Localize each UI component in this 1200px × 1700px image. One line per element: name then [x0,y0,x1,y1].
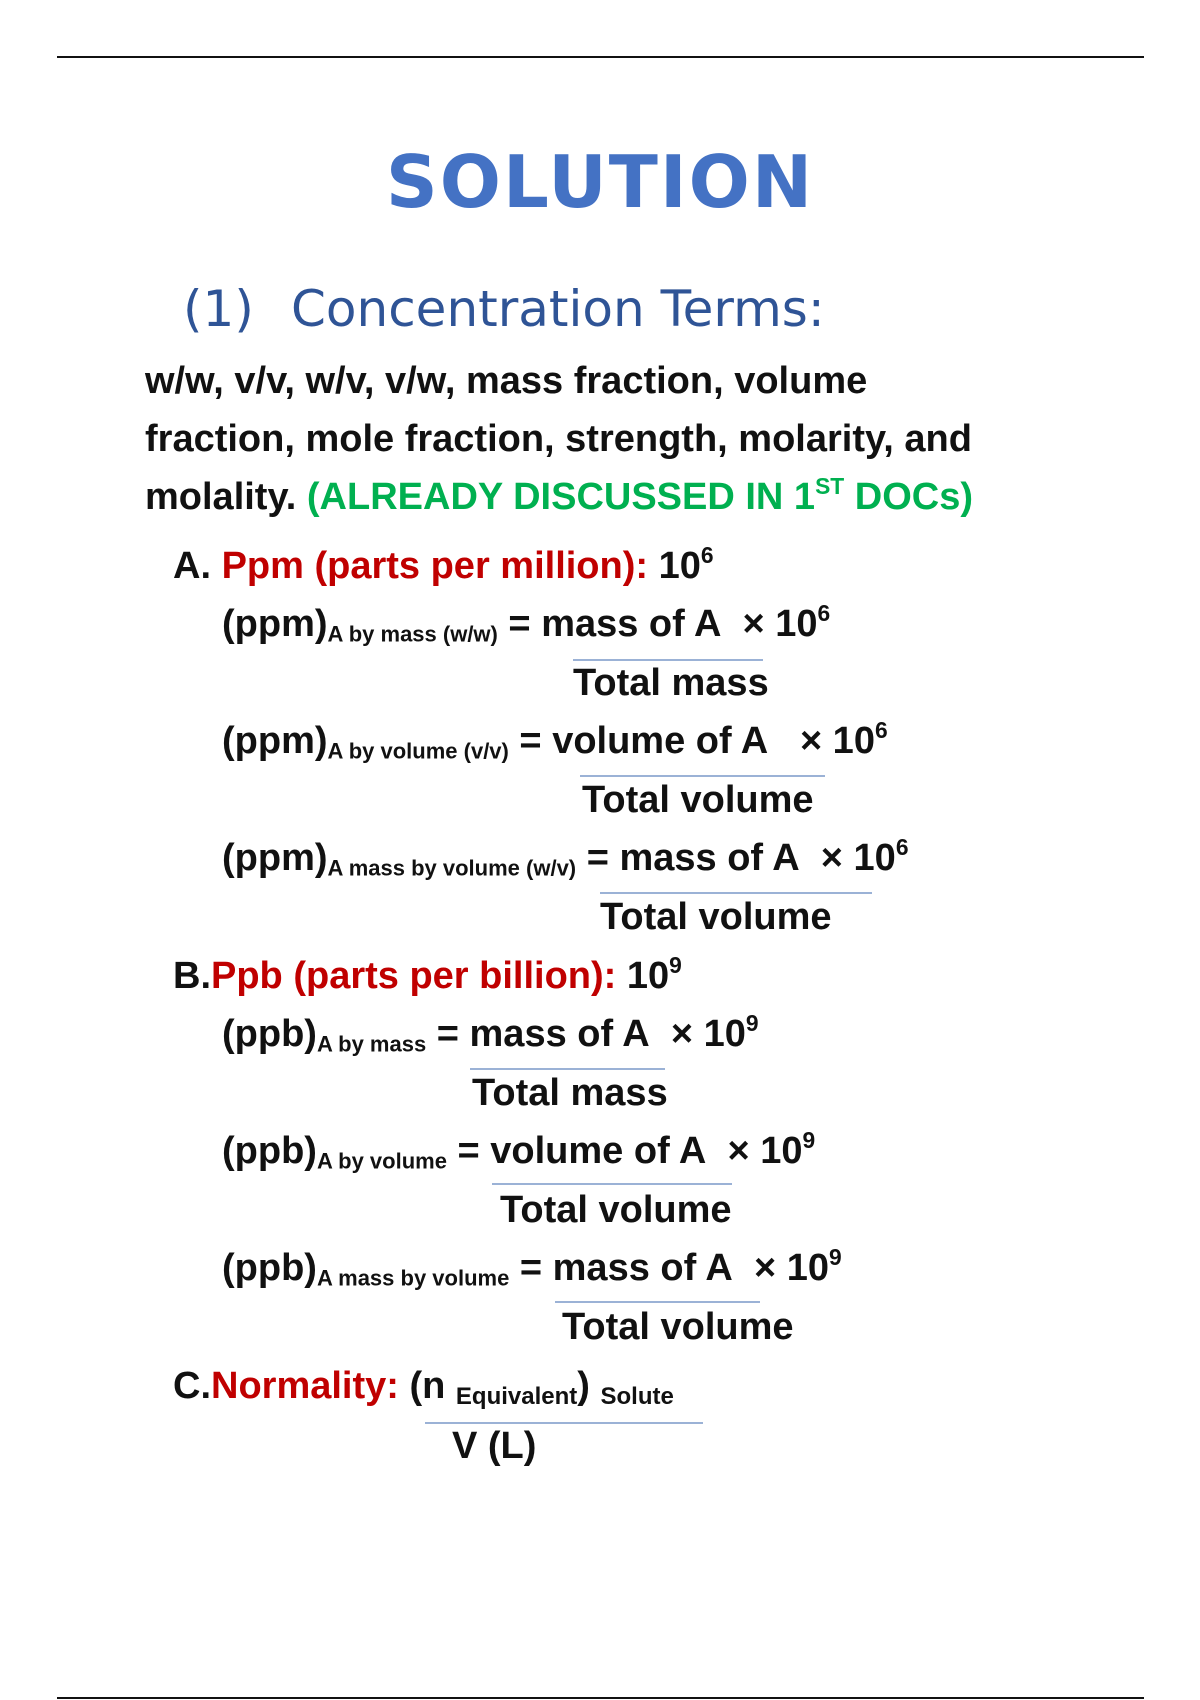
section-a-heading [173,542,714,588]
heading-text: Concentration Terms: [291,280,825,338]
fraction-line [580,775,825,777]
fraction-line [573,659,763,661]
ppm-by-mass-numerator: mass of A [541,603,722,645]
fraction-line [555,1301,760,1303]
page-title: SOLUTION [385,140,815,224]
ppb-by-volume-denominator: Total volume [500,1189,732,1231]
ppm-by-volume-numerator: volume of A [552,720,769,762]
heading-number: (1) [183,280,254,338]
fraction-line [470,1068,665,1070]
section-b-base: 10 [626,955,670,997]
ppb-mass-by-volume-denominator: Total volume [562,1306,794,1348]
ppm-mass-by-volume-equation: $(ppm)_{A mass by volume (w/v)}$ = mass of $A \times 10^6$ [222,834,909,881]
ppb-by-mass-denominator: Total mass [472,1072,668,1114]
ppb-mass-by-volume-equation: $(ppb)_{A mass by volume}$ = mass of $A \times 10^9$ [222,1244,842,1291]
ppb-by-mass-equation: $(ppb)_{A by mass}$ = mass of $A \times 10^9$ [222,1010,759,1057]
intro-line-2: fraction, mole fraction, strength, molarity, and [145,418,972,460]
ppb-by-mass-numerator: mass of A [469,1013,650,1055]
section-b-heading [173,952,682,998]
intro-paragraph [145,352,1045,526]
ppm-by-volume-denominator: Total volume [582,779,814,821]
intro-line-1: w/w, v/v, w/v, v/w, mass fraction, volume [145,360,868,402]
section-b-label: Ppb (parts per billion): [211,955,617,997]
section-a-letter: A. [173,545,211,587]
section-a-base: 10 [658,545,701,587]
section-b-letter: B. [173,955,211,997]
section-c-heading [173,1365,674,1408]
section-b-exp: 9 [669,952,682,979]
intro-line-3: molality. (ALREADY DISCUSSED IN 1ST DOCs) [145,473,974,518]
normality-numerator: (n $_{Equivalent}$) $_{Solute}$ [409,1365,674,1410]
fraction-line [600,892,872,894]
top-rule [57,56,1144,58]
ppm-by-mass-denominator: Total mass [573,662,769,704]
ppm-mass-by-volume-denominator: Total volume [600,896,832,938]
ppm-by-mass-equation: $(ppm)_{A by mass (w/w)}$ = mass of $A \times 10^6$ [222,600,831,647]
section-a-label: Ppm (parts per million): [221,545,649,587]
ppm-mass-by-volume-numerator: mass of A [619,837,800,879]
already-discussed-note: (ALREADY DISCUSSED IN 1ST DOCs) [306,473,974,518]
section-c-letter: C. [173,1365,211,1407]
section-heading [183,280,825,338]
fraction-line [492,1183,732,1185]
ppb-mass-by-volume-numerator: mass of A [552,1247,733,1289]
section-c-label: Normality: [211,1365,399,1407]
ppm-by-volume-equation: $(ppm)_{A by volume (v/v)}$ = volume of A × $10^6$ [222,717,888,764]
ppb-by-volume-equation: $(ppb)_{A by volume}$ = volume of $A \times 10^9$ [222,1127,816,1174]
bottom-rule [57,1697,1144,1699]
section-a-exp: 6 [700,542,714,569]
fraction-line [425,1422,703,1424]
ppb-by-volume-numerator: volume of A [490,1130,707,1172]
normality-denominator: V (L) [452,1425,537,1467]
